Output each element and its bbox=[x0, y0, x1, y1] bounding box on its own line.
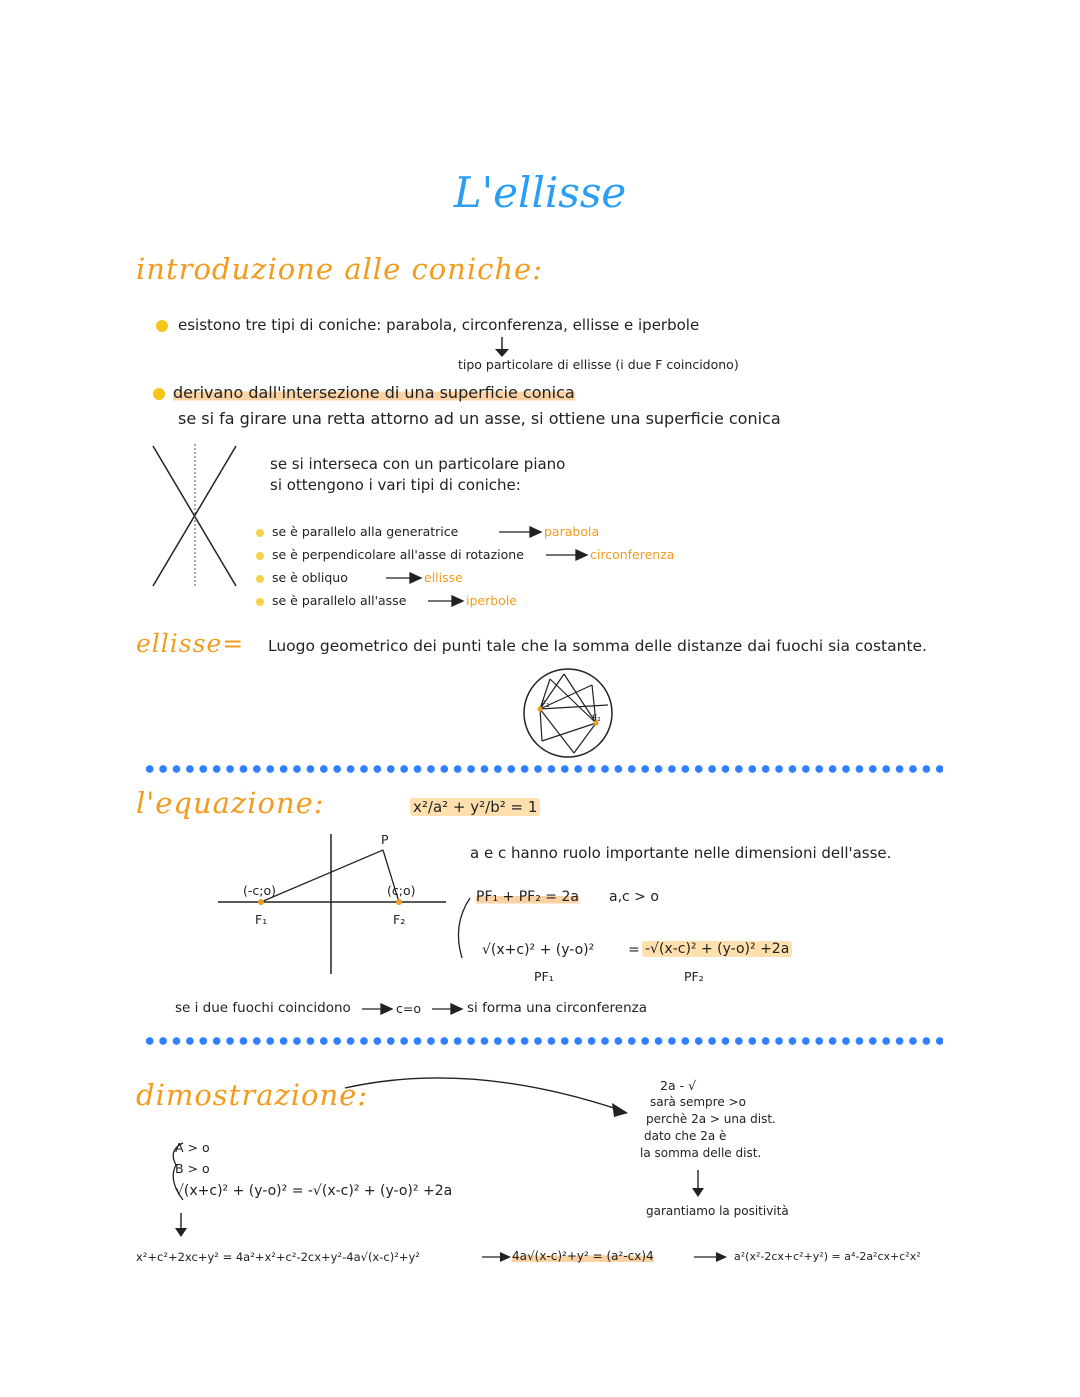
case-3-text: se è obliquo bbox=[272, 570, 348, 585]
sqrt-right: -√(x-c)² + (y-o)² +2a bbox=[642, 941, 792, 957]
case-2-result: circonferenza bbox=[590, 547, 675, 562]
case-3-result: ellisse bbox=[424, 570, 463, 585]
left-focus-coord: (-c;o) bbox=[243, 883, 276, 898]
focus-2-axis-label: F₂ bbox=[393, 912, 406, 927]
case-2-text: se è perpendicolare all'asse di rotazione bbox=[272, 547, 524, 562]
point-p-label: P bbox=[381, 832, 389, 847]
ellipse-formula: x²/a² + y²/b² = 1 bbox=[410, 798, 540, 816]
step-3: a²(x²-2cx+c²+y²) = a⁴-2a²cx+c²x² bbox=[734, 1250, 921, 1263]
pf1-label: PF₁ bbox=[534, 969, 554, 984]
side-note-5: la somma delle dist. bbox=[640, 1146, 762, 1160]
focus-1-axis-label: F₁ bbox=[255, 912, 268, 927]
page-title: L'ellisse bbox=[453, 168, 627, 217]
equation-heading: l'equazione: bbox=[136, 786, 325, 820]
case-4-text: se è parallelo all'asse bbox=[272, 593, 407, 608]
step-1: x²+c²+2xc+y² = 4a²+x²+c²-2cx+y²-4a√(x-c)²+y² bbox=[136, 1250, 420, 1264]
focus-1-label: F₁ bbox=[541, 700, 550, 710]
case-1-text: se è parallelo alla generatrice bbox=[272, 524, 459, 539]
plane-line-1: se si interseca con un particolare piano bbox=[270, 455, 566, 473]
side-note-6: garantiamo la positività bbox=[646, 1204, 789, 1218]
side-note-2: sarà sempre >o bbox=[650, 1095, 746, 1109]
sqrt-left: √(x+c)² + (y-o)² bbox=[482, 942, 595, 958]
intro-bullet-2: derivano dall'intersezione di una superficie conica bbox=[173, 383, 575, 402]
ellipse-definition-text: Luogo geometrico dei punti tale che la somma delle distanze dai fuochi sia costante. bbox=[268, 637, 927, 655]
equation-note: a e c hanno ruolo importante nelle dimensioni dell'asse. bbox=[470, 844, 892, 862]
plane-line-2: si ottengono i vari tipi di coniche: bbox=[270, 476, 521, 494]
proof-heading: dimostrazione: bbox=[136, 1078, 369, 1112]
c-zero: c=o bbox=[396, 1001, 421, 1016]
pf2-label: PF₂ bbox=[684, 969, 704, 984]
intro-heading: introduzione alle coniche: bbox=[136, 252, 543, 286]
system-line-2: B > o bbox=[175, 1161, 210, 1176]
step-2: 4a√(x-c)²+y² = (a²-cx)4 bbox=[512, 1249, 654, 1263]
distance-sum: PF₁ + PF₂ = 2a bbox=[476, 889, 579, 905]
side-note-1: 2a - √ bbox=[660, 1078, 697, 1093]
focus-2-label: F₂ bbox=[592, 714, 601, 724]
circle-result: si forma una circonferenza bbox=[467, 1000, 647, 1016]
coincide-text: se i due fuochi coincidono bbox=[175, 1000, 351, 1016]
system-line-3: √(x+c)² + (y-o)² = -√(x-c)² + (y-o)² +2a bbox=[175, 1183, 453, 1199]
equals-sign: = bbox=[628, 942, 640, 958]
circle-note: tipo particolare di ellisse (i due F coincidono) bbox=[458, 357, 739, 372]
positivity-condition: a,c > o bbox=[609, 889, 659, 905]
side-note-3: perchè 2a > una dist. bbox=[646, 1112, 776, 1126]
ellipse-definition-term: ellisse= bbox=[136, 629, 245, 658]
intro-line-2: se si fa girare una retta attorno ad un asse, si ottiene una superficie conica bbox=[178, 409, 781, 428]
intro-bullet-1: esistono tre tipi di coniche: parabola, circonferenza, ellisse e iperbole bbox=[178, 316, 700, 334]
case-4-result: iperbole bbox=[466, 593, 517, 608]
side-note-4: dato che 2a è bbox=[644, 1129, 727, 1143]
right-focus-coord: (c;o) bbox=[387, 883, 416, 898]
system-line-1: A > o bbox=[175, 1140, 210, 1155]
case-1-result: parabola bbox=[544, 524, 600, 539]
